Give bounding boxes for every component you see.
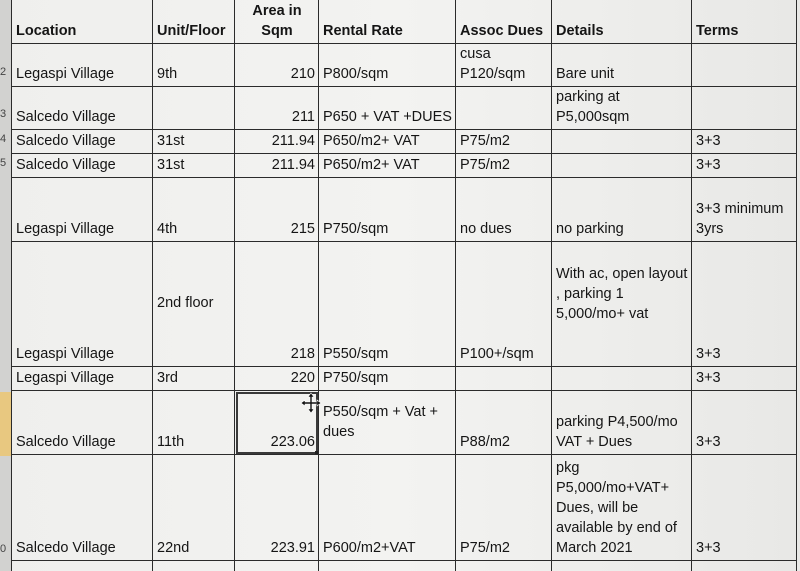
table-row: [12, 130, 797, 154]
row-number[interactable]: 3: [0, 108, 7, 120]
cell-unit[interactable]: 22nd: [153, 455, 235, 561]
cell-unit[interactable]: 9th: [153, 44, 235, 87]
cell-location[interactable]: Salcedo Village: [12, 130, 153, 154]
cell-terms[interactable]: 3+3: [692, 154, 797, 178]
row-number[interactable]: 4: [0, 133, 7, 145]
cell-details[interactable]: no parking: [552, 178, 692, 242]
table-row: [12, 44, 797, 87]
cell-location[interactable]: [12, 561, 153, 571]
cell-rate[interactable]: P600/m2+VAT: [319, 455, 456, 561]
move-cursor-icon: [300, 392, 322, 414]
cell-dues[interactable]: [456, 561, 552, 571]
cell-dues[interactable]: P75/m2: [456, 154, 552, 178]
cell-unit[interactable]: [153, 561, 235, 571]
cell-unit[interactable]: 3rd: [153, 367, 235, 391]
cell-terms[interactable]: 3+3: [692, 455, 797, 561]
table-row: [12, 178, 797, 242]
col-header-assoc-dues[interactable]: Assoc Dues: [456, 0, 552, 44]
cell-area[interactable]: 210: [235, 44, 319, 87]
table-row: [12, 391, 797, 455]
cell-details[interactable]: [552, 154, 692, 178]
active-row-marker: [0, 392, 11, 456]
table-row: [12, 242, 797, 367]
cell-dues[interactable]: P100+/sqm: [456, 242, 552, 367]
cell-dues[interactable]: [456, 367, 552, 391]
cell-terms[interactable]: 3+3: [692, 242, 797, 367]
cell-terms[interactable]: 3+3: [692, 367, 797, 391]
row-number[interactable]: 2: [0, 66, 7, 78]
cell-unit[interactable]: [153, 87, 235, 130]
cell-rate[interactable]: P550/sqm: [319, 242, 456, 367]
cell-details[interactable]: [552, 561, 692, 571]
cell-terms[interactable]: [692, 44, 797, 87]
col-header-location[interactable]: Location: [12, 0, 153, 44]
cell-dues[interactable]: P75/m2: [456, 455, 552, 561]
cell-details[interactable]: Bare unit: [552, 44, 692, 87]
cell-area[interactable]: 211.94: [235, 130, 319, 154]
cell-area[interactable]: 215: [235, 178, 319, 242]
cell-terms[interactable]: [692, 87, 797, 130]
cell-unit[interactable]: 4th: [153, 178, 235, 242]
table-row: [12, 154, 797, 178]
cell-details[interactable]: parking P4,500/mo VAT + Dues: [552, 391, 692, 455]
table-row: [12, 87, 797, 130]
row-number[interactable]: 0: [0, 543, 7, 555]
cell-terms[interactable]: 3+3: [692, 130, 797, 154]
cell-unit[interactable]: 2nd floor: [153, 242, 235, 367]
cell-area[interactable]: 223.91: [235, 455, 319, 561]
cell-location[interactable]: Salcedo Village: [12, 87, 153, 130]
cell-unit[interactable]: 31st: [153, 154, 235, 178]
cell-details[interactable]: pkg P5,000/mo+VAT+ Dues, will be available by end of March 2021: [552, 455, 692, 561]
table-row: [12, 455, 797, 561]
cell-dues[interactable]: P75/m2: [456, 130, 552, 154]
cell-location[interactable]: Salcedo Village: [12, 154, 153, 178]
col-header-area[interactable]: Area in Sqm: [235, 0, 319, 44]
header-row: [12, 0, 797, 44]
cell-details[interactable]: parking at P5,000sqm: [552, 87, 692, 130]
table-row-partial: [12, 561, 797, 571]
cell-rate[interactable]: P750/sqm: [319, 178, 456, 242]
col-header-details[interactable]: Details: [552, 0, 692, 44]
cell-area[interactable]: 211: [235, 87, 319, 130]
cell-area[interactable]: 218: [235, 242, 319, 367]
cell-rate[interactable]: P650/m2+ VAT: [319, 154, 456, 178]
cell-area[interactable]: 220: [235, 367, 319, 391]
row-number[interactable]: 5: [0, 157, 7, 169]
cell-unit[interactable]: 11th: [153, 391, 235, 455]
cell-rate[interactable]: P650 + VAT +DUES: [319, 87, 456, 130]
cell-rate[interactable]: P800/sqm: [319, 44, 456, 87]
cell-details[interactable]: [552, 130, 692, 154]
cell-location[interactable]: Legaspi Village: [12, 242, 153, 367]
cell-terms[interactable]: 3+3 minimum 3yrs: [692, 178, 797, 242]
cell-rate[interactable]: P650/m2+ VAT: [319, 130, 456, 154]
cell-dues[interactable]: [456, 87, 552, 130]
cell-location[interactable]: Salcedo Village: [12, 391, 153, 455]
data-grid: [11, 0, 797, 571]
cell-area[interactable]: [235, 561, 319, 571]
cell-terms[interactable]: 3+3: [692, 391, 797, 455]
cell-rate[interactable]: P750/sqm: [319, 367, 456, 391]
table-row: [12, 367, 797, 391]
cell-area-value: 223.06: [270, 434, 315, 450]
cell-dues[interactable]: no dues: [456, 178, 552, 242]
cell-location[interactable]: Legaspi Village: [12, 178, 153, 242]
cell-location[interactable]: Salcedo Village: [12, 455, 153, 561]
cell-area[interactable]: 211.94: [235, 154, 319, 178]
cell-rate[interactable]: [319, 561, 456, 571]
cell-location[interactable]: Legaspi Village: [12, 367, 153, 391]
cell-terms[interactable]: [692, 561, 797, 571]
cell-details[interactable]: With ac, open layout , parking 1 5,000/mo+ vat: [552, 242, 692, 367]
col-header-terms[interactable]: Terms: [692, 0, 797, 44]
cell-details[interactable]: [552, 367, 692, 391]
cell-rate[interactable]: P550/sqm + Vat + dues: [319, 391, 456, 455]
fill-handle[interactable]: [315, 451, 319, 455]
cell-location[interactable]: Legaspi Village: [12, 44, 153, 87]
cell-unit[interactable]: 31st: [153, 130, 235, 154]
col-header-unit-floor[interactable]: Unit/Floor: [153, 0, 235, 44]
col-header-rental-rate[interactable]: Rental Rate: [319, 0, 456, 44]
cell-dues[interactable]: P88/m2: [456, 391, 552, 455]
cell-dues[interactable]: cusa P120/sqm: [456, 44, 552, 87]
